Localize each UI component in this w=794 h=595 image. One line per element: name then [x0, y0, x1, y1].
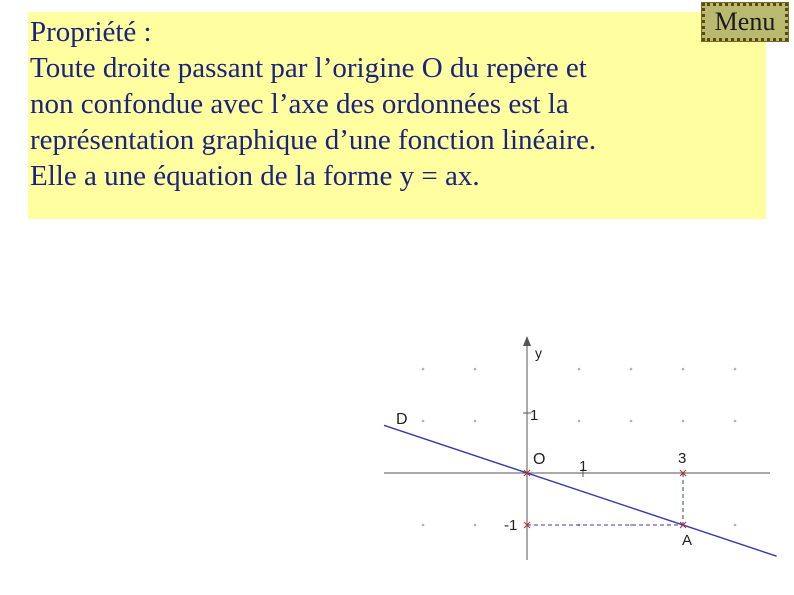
grid-dot [630, 368, 633, 371]
grid-dot [474, 420, 477, 423]
grid-dot [630, 420, 633, 423]
grid-dot [734, 368, 737, 371]
grid-dot [630, 524, 633, 527]
y-one-label: 1 [530, 407, 539, 424]
grid-dot [578, 368, 581, 371]
point-y-label: -1 [504, 517, 518, 534]
grid-dot [734, 524, 737, 527]
grid-dot [734, 420, 737, 423]
property-line-3: représentation graphique d’une fonction linéaire. [30, 124, 597, 156]
grid-dot [682, 368, 685, 371]
y-axis-arrow-icon [523, 336, 531, 346]
grid-dot [422, 368, 425, 371]
grid-dot [474, 368, 477, 371]
property-line-2: non confondue avec l’axe des ordonnées est la [30, 88, 569, 120]
point-x-label: 3 [678, 450, 687, 467]
grid-dot [578, 420, 581, 423]
grid-dot [682, 420, 685, 423]
property-line-4: Elle a une équation de la forme y = ax. [30, 160, 480, 192]
grid-dot [474, 524, 477, 527]
grid-dot [422, 524, 425, 527]
point-a-label: A [682, 532, 693, 549]
grid-dot [422, 420, 425, 423]
grid-dots [422, 368, 737, 527]
property-title: Propriété : [30, 16, 152, 48]
x-one-label: 1 [579, 458, 588, 475]
origin-label: O [533, 451, 546, 468]
y-axis-label: y [535, 345, 542, 361]
property-line-1: Toute droite passant par l’origine O du repère et [30, 52, 587, 84]
line-d [384, 425, 777, 556]
line-d-label: D [396, 411, 408, 428]
menu-button[interactable]: Menu [702, 3, 788, 41]
